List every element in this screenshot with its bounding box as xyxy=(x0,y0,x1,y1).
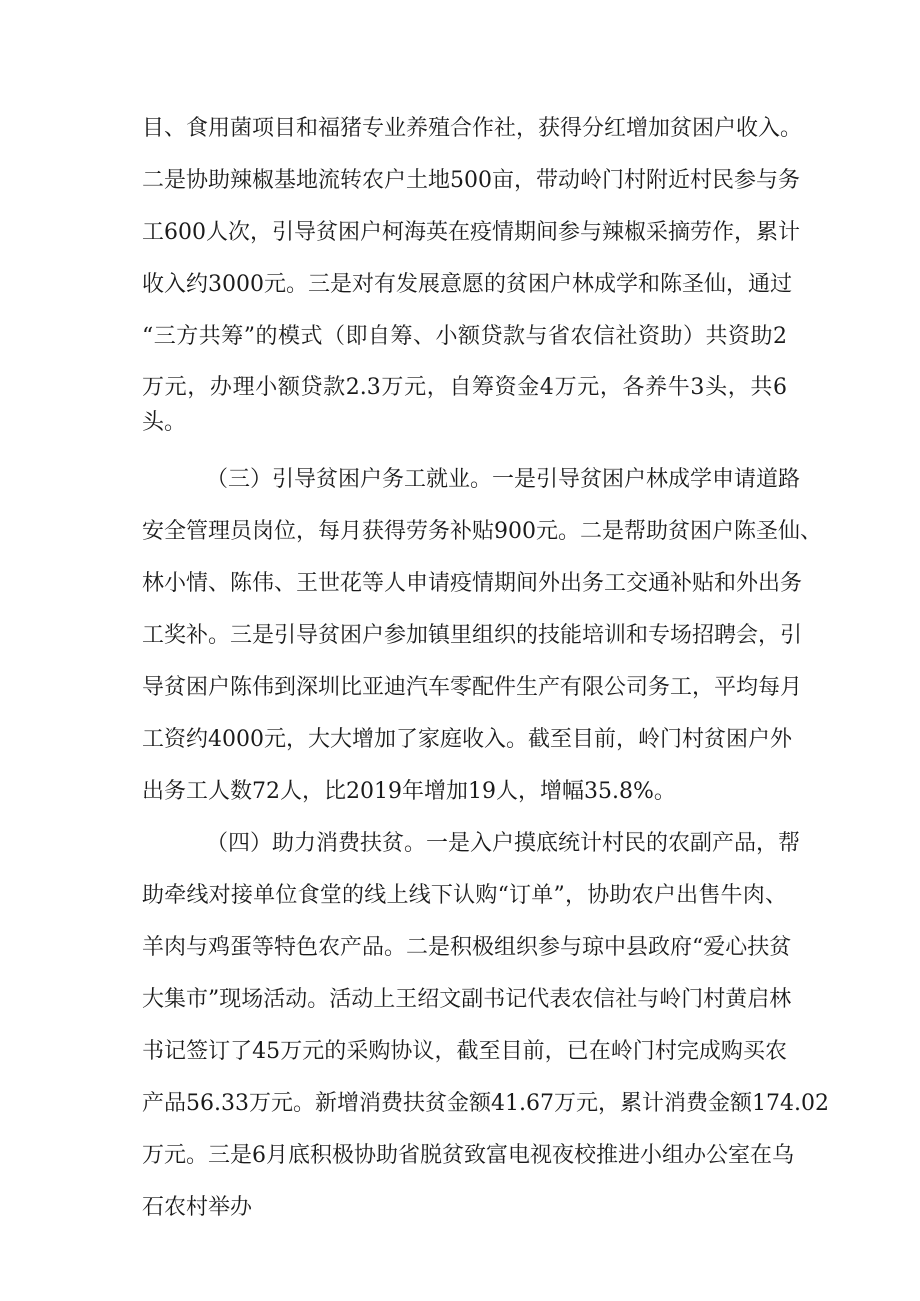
text-line: 万元。三是6月底积极协助省脱贫致富电视夜校推进小组办公室在乌 xyxy=(142,1143,794,1168)
text-line: 出务工人数72人，比2019年增加19人，增幅35.8%。 xyxy=(142,779,676,804)
text-line: 收入约3000元。三是对有发展意愿的贫困户林成学和陈圣仙，通过 xyxy=(142,272,792,297)
text-line: 万元，办理小额贷款2.3万元，自筹资金4万元，各养牛3头，共6 xyxy=(142,375,787,400)
text-line: 工资约4000元，大大增加了家庭收入。截至目前，岭门村贫困户外 xyxy=(142,727,792,752)
text-line: （三）引导贫困户务工就业。一是引导贫困户林成学申请道路 xyxy=(206,467,801,492)
text-line: 目、食用菌项目和福猪专业养殖合作社，获得分红增加贫困户收入。 xyxy=(142,116,803,141)
text-line: 安全管理员岗位，每月获得劳务补贴900元。二是帮助贫困户陈圣仙、 xyxy=(142,519,822,544)
text-line: 头。 xyxy=(142,410,187,435)
text-line: （四）助力消费扶贫。一是入户摸底统计村民的农副产品，帮 xyxy=(206,831,801,856)
text-line: 书记签订了45万元的采购协议，截至目前，已在岭门村完成购买农 xyxy=(142,1039,787,1064)
text-line: “三方共筹”的模式（即自筹、小额贷款与省农信社资助）共资助2 xyxy=(142,324,787,349)
text-line: 石农村举办 xyxy=(142,1195,253,1220)
text-line: 工奖补。三是引导贫困户参加镇里组织的技能培训和专场招聘会，引 xyxy=(142,623,803,648)
text-line: 二是协助辣椒基地流转农户土地500亩，带动岭门村附近村民参与务 xyxy=(142,168,800,193)
text-line: 助牵线对接单位食堂的线上线下认购“订单”，协助农户出售牛肉、 xyxy=(142,883,787,908)
text-line: 大集市”现场活动。活动上王绍文副书记代表农信社与岭门村黄启林 xyxy=(142,987,792,1012)
text-line: 工600人次，引导贫困户柯海英在疫情期间参与辣椒采摘劳作，累计 xyxy=(142,220,800,245)
text-line: 导贫困户陈伟到深圳比亚迪汽车零配件生产有限公司务工，平均每月 xyxy=(142,675,803,700)
text-line: 林小情、陈伟、王世花等人申请疫情期间外出务工交通补贴和外出务 xyxy=(142,571,803,596)
text-line: 羊肉与鸡蛋等特色农产品。二是积极组织参与琼中县政府“爱心扶贫 xyxy=(142,935,792,960)
text-line: 产品56.33万元。新增消费扶贫金额41.67万元，累计消费金额174.02 xyxy=(142,1091,829,1116)
